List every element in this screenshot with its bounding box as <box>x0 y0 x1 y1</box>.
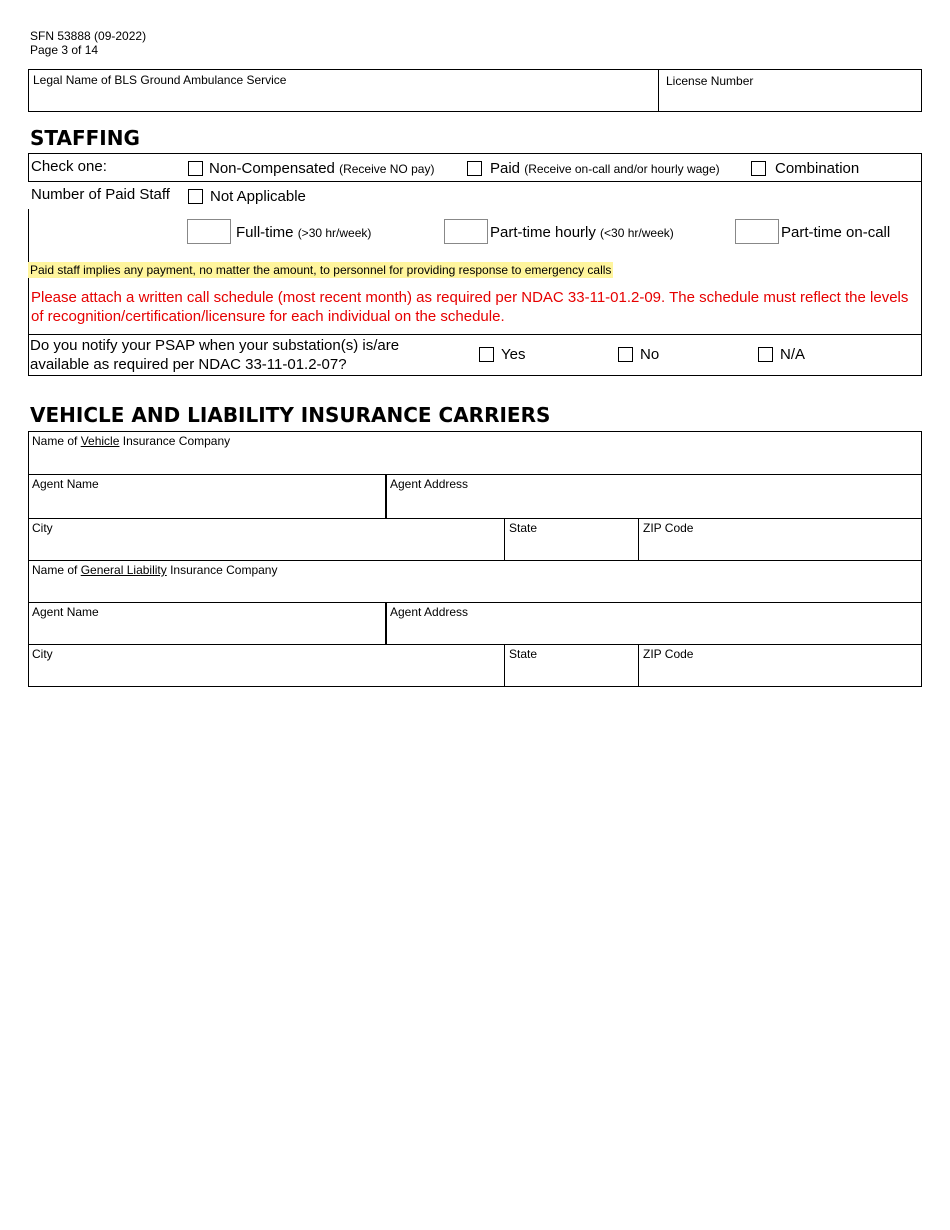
liability-state-label: State <box>509 647 538 661</box>
liability-agent-name-label: Agent Name <box>32 605 99 619</box>
psap-na-checkbox[interactable] <box>758 347 773 362</box>
liability-zip-field[interactable] <box>641 662 918 684</box>
vehicle-city-label: City <box>32 521 53 535</box>
vehicle-agent-address-field[interactable] <box>390 492 918 516</box>
number-paid-staff-label: Number of Paid Staff <box>31 186 170 203</box>
psap-no-checkbox[interactable] <box>618 347 633 362</box>
vehicle-insurance-company-field[interactable] <box>30 449 918 472</box>
paid-staff-note: Paid staff implies any payment, no matter the amount, to personnel for providing response to emergency calls <box>30 263 612 277</box>
liability-insurance-company-label: Name of General Liability Insurance Company <box>32 563 278 577</box>
insurance-title: VEHICLE AND LIABILITY INSURANCE CARRIERS <box>30 403 551 427</box>
combination-label: Combination <box>775 160 860 177</box>
not-applicable-label: Not Applicable <box>210 188 306 205</box>
part-time-hourly-label: Part-time hourly (<30 hr/week) <box>490 224 674 241</box>
form-id: SFN 53888 (09-2022) <box>30 29 147 43</box>
legal-name-field[interactable] <box>30 86 655 110</box>
full-time-count-input[interactable] <box>187 219 231 244</box>
liability-zip-label: ZIP Code <box>643 647 694 661</box>
paid-checkbox[interactable] <box>467 161 482 176</box>
paid-label: Paid (Receive on-call and/or hourly wage) <box>490 160 720 177</box>
legal-name-label: Legal Name of BLS Ground Ambulance Service <box>33 73 287 87</box>
psap-no-label: No <box>640 346 660 363</box>
check-one-label: Check one: <box>31 158 107 175</box>
full-time-label: Full-time (>30 hr/week) <box>236 224 372 241</box>
combination-checkbox[interactable] <box>751 161 766 176</box>
vehicle-city-field[interactable] <box>30 536 500 558</box>
vehicle-zip-label: ZIP Code <box>643 521 694 535</box>
psap-question-line2: available as required per NDAC 33-11-01.2-07? <box>30 356 347 373</box>
non-compensated-checkbox[interactable] <box>188 161 203 176</box>
vehicle-zip-field[interactable] <box>641 536 918 558</box>
page-number: Page 3 of 14 <box>30 43 99 57</box>
vehicle-agent-name-label: Agent Name <box>32 477 99 491</box>
vehicle-agent-address-label: Agent Address <box>390 477 469 491</box>
vehicle-agent-name-field[interactable] <box>30 492 382 516</box>
psap-question-line1: Do you notify your PSAP when your substation(s) is/are <box>30 337 400 354</box>
vehicle-insurance-company-label: Name of Vehicle Insurance Company <box>32 434 231 448</box>
call-schedule-note: Please attach a written call schedule (most recent month) as required per NDAC 33-11-01.2-09. The schedule must reflect the levels of recognition/certification/licensure for each individual on the schedule. <box>31 289 909 325</box>
liability-state-field[interactable] <box>507 662 635 684</box>
staffing-title: STAFFING <box>30 126 140 150</box>
non-compensated-label: Non-Compensated (Receive NO pay) <box>209 160 435 177</box>
license-number-field[interactable] <box>661 88 919 110</box>
license-number-label: License Number <box>666 74 754 88</box>
part-time-oncall-count-input[interactable] <box>735 219 779 244</box>
liability-city-field[interactable] <box>30 662 500 684</box>
psap-yes-checkbox[interactable] <box>479 347 494 362</box>
psap-na-label: N/A <box>780 346 806 363</box>
vehicle-state-field[interactable] <box>507 536 635 558</box>
liability-city-label: City <box>32 647 53 661</box>
vehicle-state-label: State <box>509 521 538 535</box>
liability-agent-address-field[interactable] <box>390 620 918 642</box>
part-time-hourly-count-input[interactable] <box>444 219 488 244</box>
liability-agent-name-field[interactable] <box>30 620 382 642</box>
psap-yes-label: Yes <box>501 346 526 363</box>
liability-agent-address-label: Agent Address <box>390 605 469 619</box>
not-applicable-checkbox[interactable] <box>188 189 203 204</box>
liability-insurance-company-field[interactable] <box>30 578 918 600</box>
part-time-oncall-label: Part-time on-call <box>781 224 891 241</box>
